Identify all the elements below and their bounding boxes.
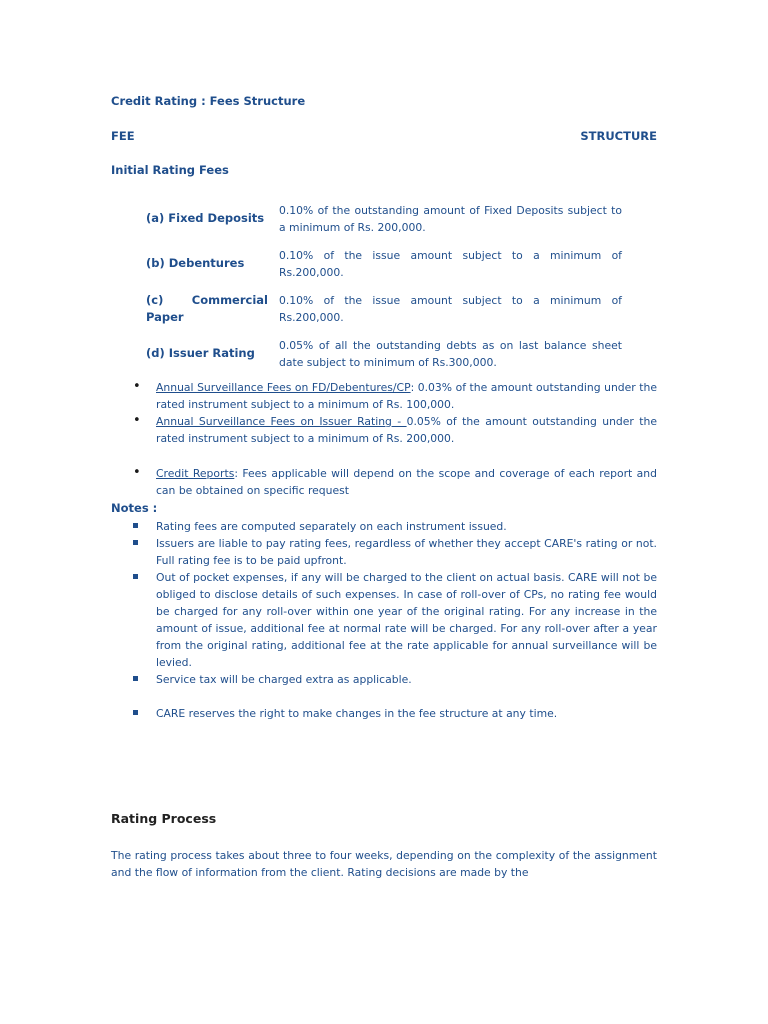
page-title: Credit Rating : Fees Structure <box>111 94 306 108</box>
fee-description: 0.10% of the issue amount subject to a minimum of Rs.200,000. <box>279 249 622 279</box>
header-structure: STRUCTURE <box>580 129 657 143</box>
surveillance-fd-link[interactable]: Annual Surveillance Fees on FD/Debentures/CP <box>156 381 411 394</box>
surveillance-issuer-item: Annual Surveillance Fees on Issuer Rating - 0.05% of the amount outstanding under the rated instrument subject to a minimum of Rs. 200,000. <box>156 415 657 445</box>
fee-description: 0.10% of the issue amount subject to a minimum of Rs.200,000. <box>279 294 622 324</box>
credit-reports-item: Credit Reports: Fees applicable will depend on the scope and coverage of each report and can be obtained on specific request <box>156 467 657 497</box>
note-item: Service tax will be charged extra as applicable. <box>156 673 412 686</box>
initial-rating-heading: Initial Rating Fees <box>111 163 229 177</box>
credit-reports-link[interactable]: Credit Reports <box>156 467 235 480</box>
note-item: CARE reserves the right to make changes in the fee structure at any time. <box>156 707 558 720</box>
fee-label: (c) Commercial Paper <box>146 293 268 324</box>
square-bullet-icon <box>133 710 138 715</box>
bullet-dot-icon: • <box>133 413 141 428</box>
notes-heading: Notes : <box>111 501 158 515</box>
square-bullet-icon <box>133 676 138 681</box>
note-item: Rating fees are computed separately on each instrument issued. <box>156 520 507 533</box>
bullet-dot-icon: • <box>133 379 141 394</box>
rating-process-heading: Rating Process <box>111 811 217 826</box>
bullet-dot-icon: • <box>133 465 141 480</box>
header-fee: FEE <box>111 129 135 143</box>
fee-label: (b) Debentures <box>146 256 245 270</box>
note-item: Out of pocket expenses, if any will be charged to the client on actual basis. CARE will not be obliged to disclose details of such expenses. In case of roll-over of CPs, no rating fee would be charged for any roll-over within one year of the original rating. For any increase in the amount of issue, additional fee at normal rate will be charged. For any roll-over after a year from the original rating, additional fee at the rate applicable for annual surveillance will be levied. <box>156 571 657 669</box>
fee-label: (d) Issuer Rating <box>146 346 255 360</box>
square-bullet-icon <box>133 523 138 528</box>
square-bullet-icon <box>133 574 138 579</box>
surveillance-issuer-link[interactable]: Annual Surveillance Fees on Issuer Rating - <box>156 415 407 428</box>
note-item: Issuers are liable to pay rating fees, regardless of whether they accept CARE's rating or not. Full rating fee is to be paid upfront. <box>156 537 657 567</box>
rating-process-paragraph: The rating process takes about three to four weeks, depending on the complexity of the assignment and the flow of information from the client. Rating decisions are made by the <box>111 849 657 879</box>
square-bullet-icon <box>133 540 138 545</box>
fee-label: (a) Fixed Deposits <box>146 211 265 225</box>
fee-description: 0.05% of all the outstanding debts as on last balance sheet date subject to minimum of Rs.300,000. <box>279 339 622 369</box>
surveillance-fd-item: Annual Surveillance Fees on FD/Debentures/CP: 0.03% of the amount outstanding under the rated instrument subject to a minimum of Rs. 100,000. <box>156 381 657 411</box>
fee-description: 0.10% of the outstanding amount of Fixed Deposits subject to a minimum of Rs. 200,000. <box>279 204 622 234</box>
